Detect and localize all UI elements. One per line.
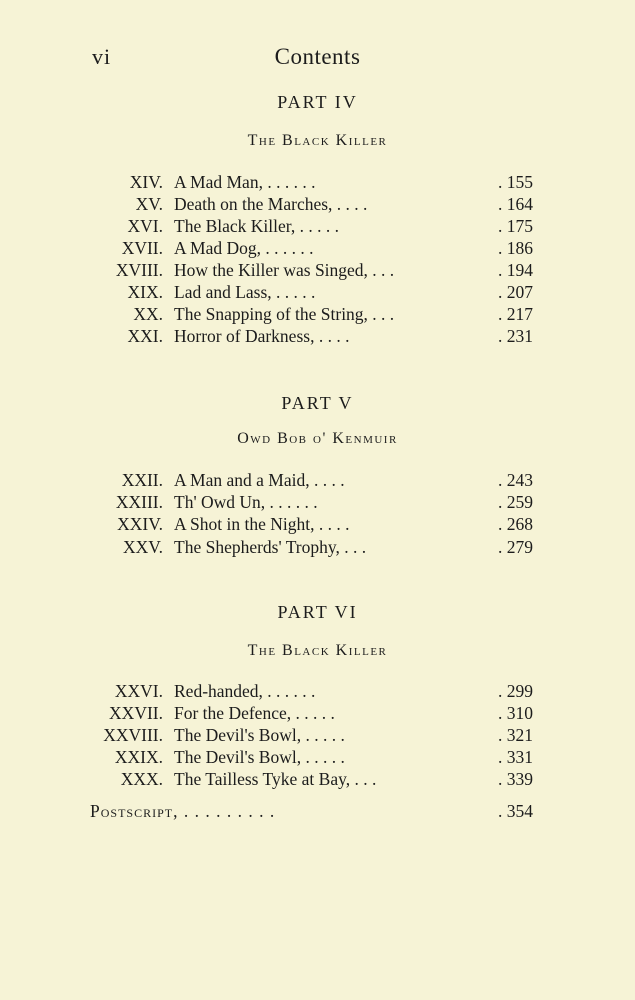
chapter-number: XV.: [135, 194, 163, 214]
page-number: . 155: [498, 172, 533, 192]
toc-entry: [0, 536, 635, 558]
page-number: . 331: [498, 747, 533, 767]
chapter-title: For the Defence, . . . . .: [174, 703, 335, 723]
page-number: . 164: [498, 194, 533, 214]
chapter-number: XXIII.: [115, 492, 163, 512]
part-heading: PART IV: [277, 92, 358, 112]
page-number: . 279: [498, 537, 533, 557]
page-folio: vi: [92, 44, 112, 69]
chapter-number: XXX.: [120, 769, 163, 789]
page-number: . 339: [498, 769, 533, 789]
part-heading: PART VI: [277, 602, 358, 622]
page-number: . 217: [498, 304, 533, 324]
toc-entry: [0, 680, 635, 702]
page-number: . 207: [498, 282, 533, 302]
page-number: . 243: [498, 470, 533, 490]
chapter-title: The Black Killer, . . . . .: [174, 216, 340, 236]
part-subtitle: Owd Bob o' Kenmuir: [237, 430, 398, 447]
chapter-title: Th' Owd Un, . . . . . .: [174, 492, 318, 512]
toc-entry: [0, 259, 635, 281]
chapter-number: XXV.: [122, 537, 163, 557]
chapter-number: XXII.: [121, 470, 163, 490]
toc-entry: [0, 513, 635, 535]
chapter-number: XXIV.: [117, 514, 163, 534]
running-head: [92, 44, 543, 76]
toc-entry: [0, 325, 635, 347]
toc-entry: [0, 171, 635, 193]
chapter-title: The Shepherds' Trophy, . . .: [174, 537, 367, 557]
page-number: . 321: [498, 725, 533, 745]
chapter-number: XVIII.: [115, 260, 163, 280]
toc-entry: [0, 768, 635, 790]
chapter-title: How the Killer was Singed, . . .: [174, 260, 395, 280]
chapter-title: The Snapping of the String, . . .: [174, 304, 395, 324]
page-number: . 310: [498, 703, 533, 723]
chapter-title: A Man and a Maid, . . . .: [174, 470, 345, 490]
toc-entry: [0, 215, 635, 237]
toc-entry-postscript: [0, 800, 635, 822]
chapter-number: XXI.: [127, 326, 163, 346]
chapter-title: Red-handed, . . . . . .: [174, 681, 316, 701]
toc-entry: [0, 303, 635, 325]
chapter-title: Death on the Marches, . . . .: [174, 194, 368, 214]
page-number: . 231: [498, 326, 533, 346]
part-subtitle: The Black Killer: [247, 132, 388, 149]
chapter-number: XXVIII.: [103, 725, 163, 745]
chapter-title: A Mad Dog, . . . . . .: [174, 238, 314, 258]
chapter-number: XXIX.: [114, 747, 163, 767]
chapter-number: XIV.: [129, 172, 163, 192]
toc-entry: [0, 193, 635, 215]
chapter-number: XXVI.: [114, 681, 163, 701]
toc-entry: [0, 724, 635, 746]
page-number: . 186: [498, 238, 533, 258]
chapter-number: XVI.: [127, 216, 163, 236]
page-title: Contents: [274, 44, 361, 69]
page-number: . 354: [498, 801, 533, 821]
page-number: . 194: [498, 260, 533, 280]
chapter-title: Horror of Darkness, . . . .: [174, 326, 350, 346]
postscript-label: Postscript, . . . . . . . . .: [90, 801, 276, 821]
toc-entry: [0, 237, 635, 259]
chapter-title: The Devil's Bowl, . . . . .: [174, 725, 345, 745]
page-number: . 299: [498, 681, 533, 701]
part-subtitle: The Black Killer: [247, 642, 388, 659]
page-number: . 268: [498, 514, 533, 534]
chapter-title: The Tailless Tyke at Bay, . . .: [174, 769, 377, 789]
toc-entry: [0, 746, 635, 768]
part-heading: PART V: [281, 393, 354, 413]
toc-entry: [0, 281, 635, 303]
chapter-number: XX.: [133, 304, 163, 324]
chapter-number: XXVII.: [109, 703, 163, 723]
toc-entry: [0, 491, 635, 513]
chapter-title: A Shot in the Night, . . . .: [174, 514, 350, 534]
page-number: . 175: [498, 216, 533, 236]
chapter-title: A Mad Man, . . . . . .: [174, 172, 316, 192]
toc-entry: [0, 469, 635, 491]
chapter-title: The Devil's Bowl, . . . . .: [174, 747, 345, 767]
chapter-number: XIX.: [127, 282, 163, 302]
chapter-title: Lad and Lass, . . . . .: [174, 282, 316, 302]
page-number: . 259: [498, 492, 533, 512]
toc-entry: [0, 702, 635, 724]
chapter-number: XVII.: [121, 238, 163, 258]
